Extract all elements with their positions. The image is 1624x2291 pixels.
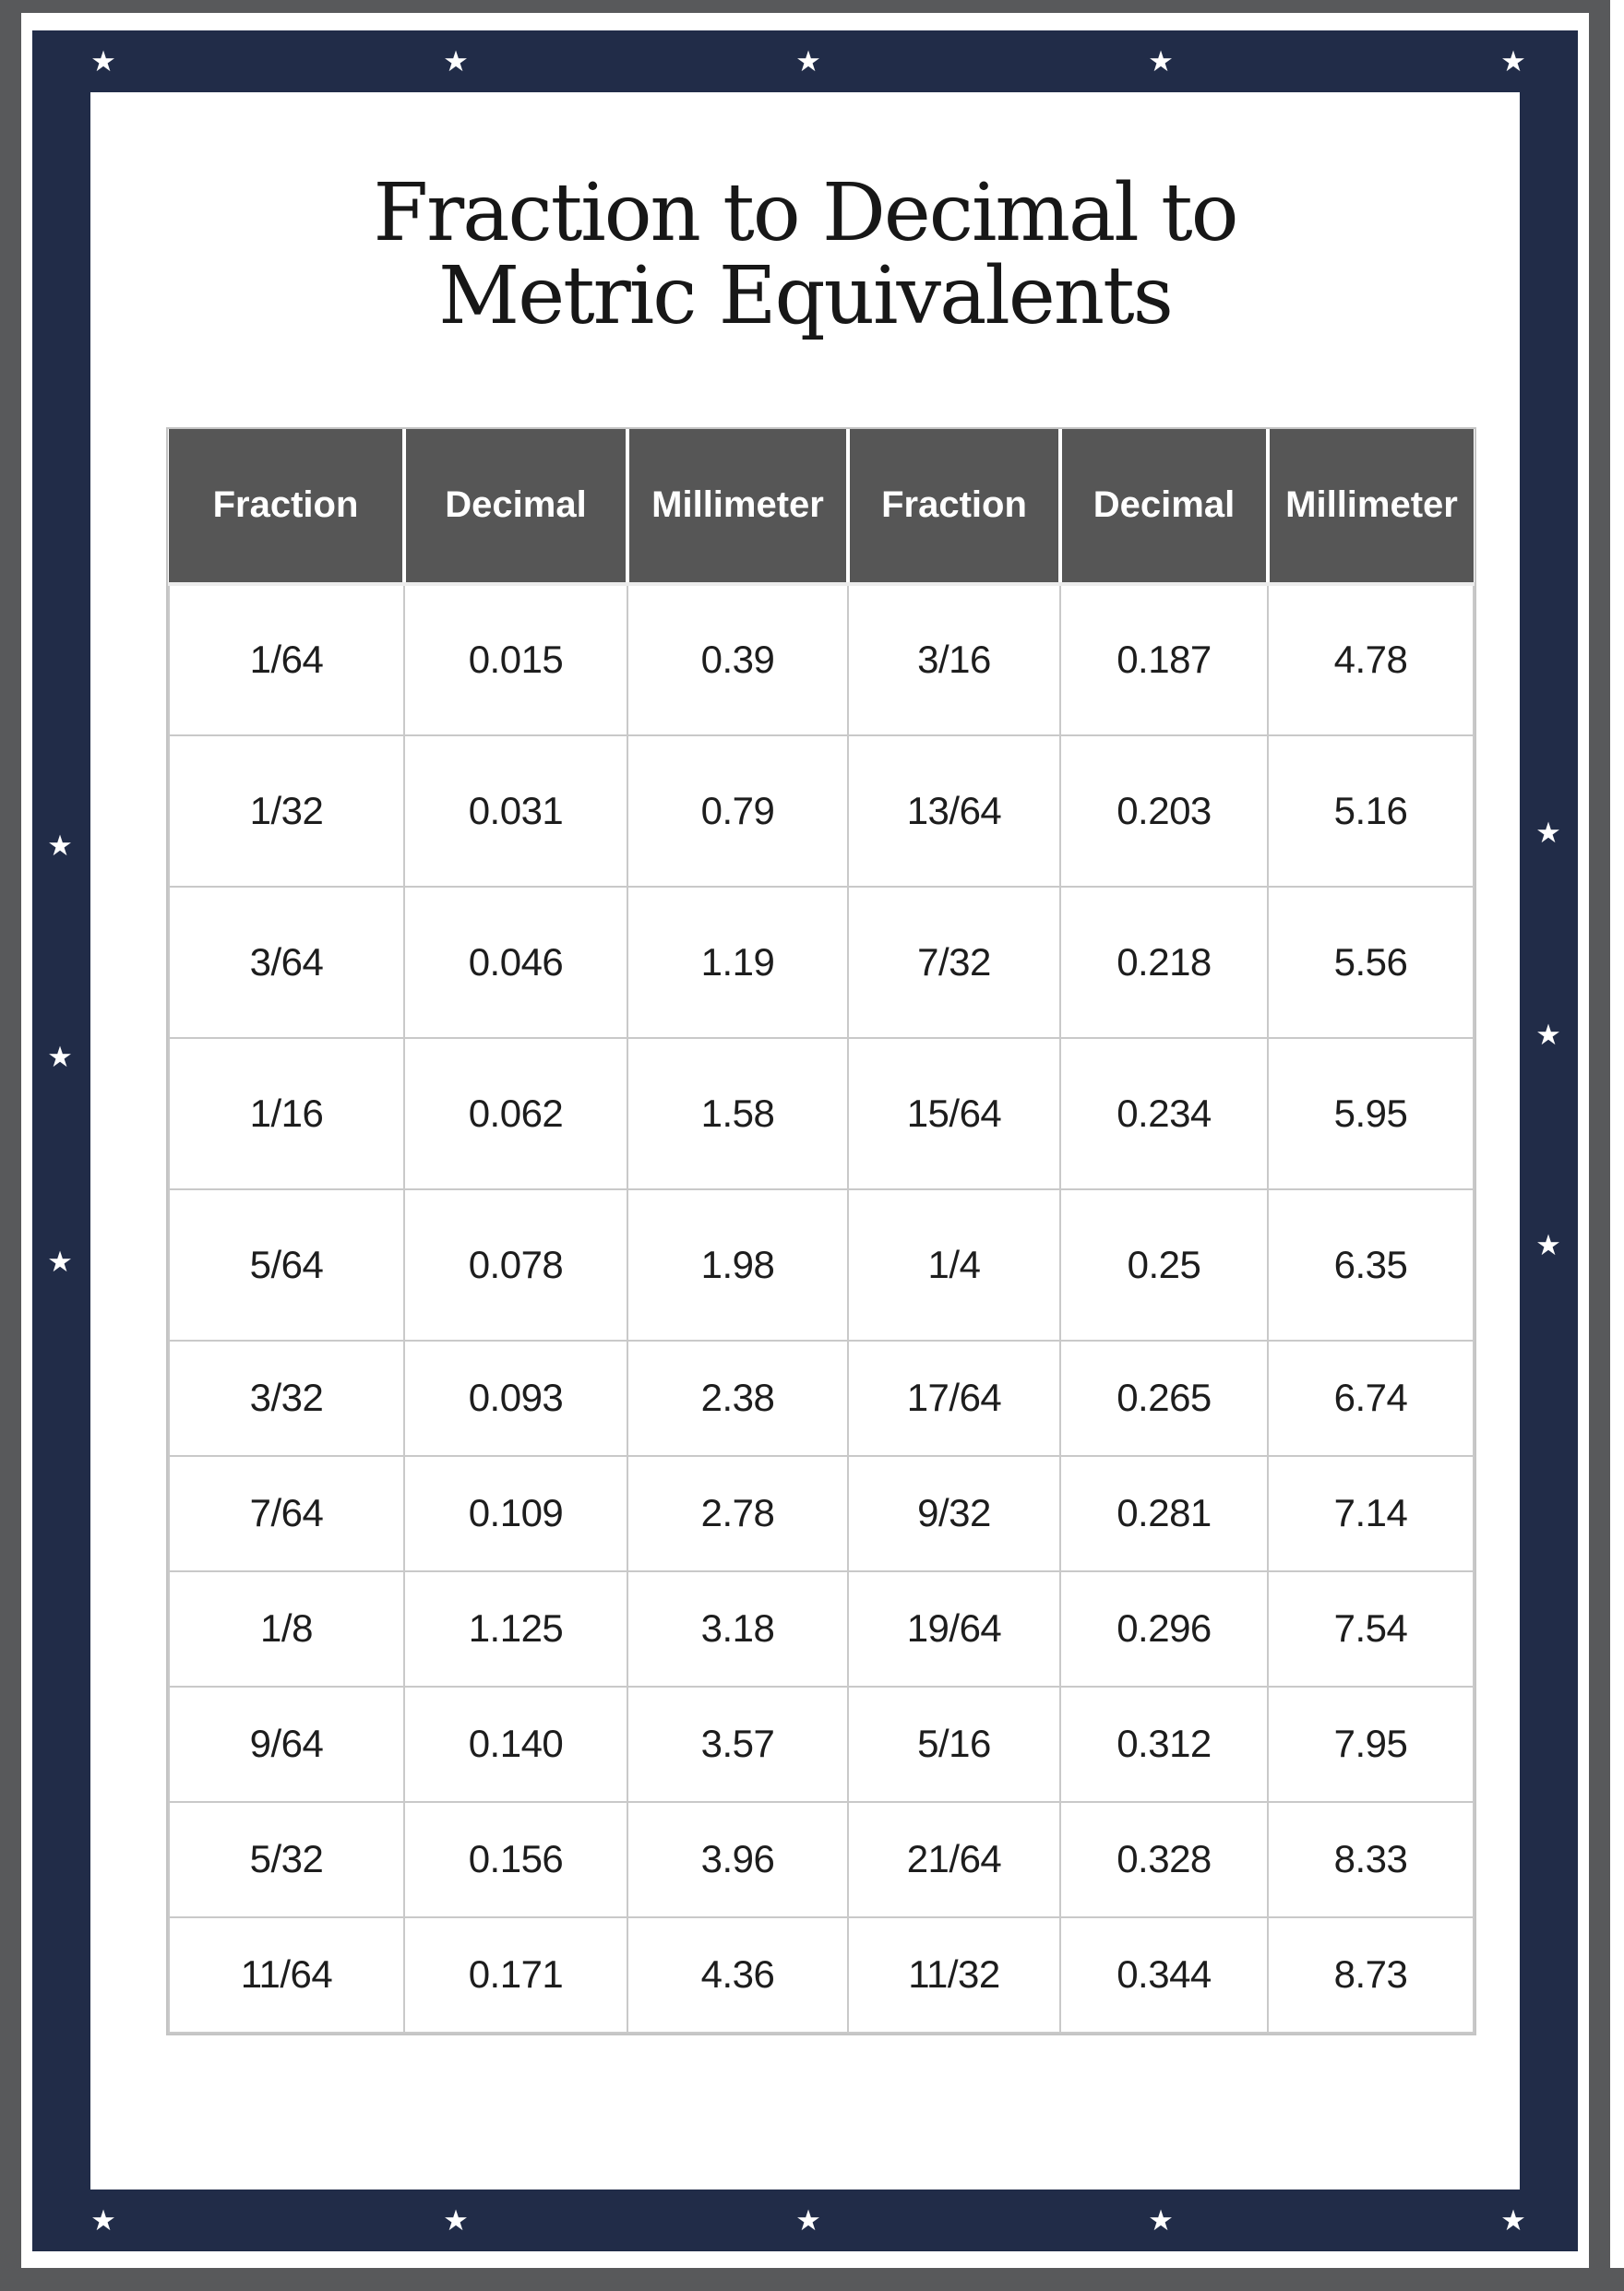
table-cell: 7/32: [848, 887, 1060, 1038]
column-header: Fraction: [848, 429, 1060, 584]
star-icon: ★: [795, 45, 821, 78]
table-cell: 0.39: [627, 584, 848, 735]
table-cell: 0.171: [404, 1917, 627, 2033]
star-icon: ★: [443, 45, 469, 78]
table-cell: 1/64: [169, 584, 404, 735]
table-cell: 11/64: [169, 1917, 404, 2033]
table-cell: 7.95: [1268, 1687, 1474, 1802]
table-body: [169, 584, 1474, 2033]
table-cell: 1.125: [404, 1571, 627, 1687]
table-cell: 5.95: [1268, 1038, 1474, 1189]
column-header: Fraction: [169, 429, 404, 584]
table-cell: 5/64: [169, 1189, 404, 1341]
table-cell: 0.078: [404, 1189, 627, 1341]
star-icon: ★: [795, 2204, 821, 2237]
table-cell: 0.312: [1060, 1687, 1268, 1802]
table-header: [169, 429, 1474, 584]
table-cell: 0.296: [1060, 1571, 1268, 1687]
table-row: [169, 1571, 1474, 1687]
star-icon: ★: [1500, 2204, 1526, 2237]
table-cell: 8.33: [1268, 1802, 1474, 1917]
table-cell: 4.78: [1268, 584, 1474, 735]
star-icon: ★: [47, 829, 73, 863]
table-cell: 8.73: [1268, 1917, 1474, 2033]
table-cell: 7.54: [1268, 1571, 1474, 1687]
table-cell: 5/16: [848, 1687, 1060, 1802]
table-cell: 0.187: [1060, 584, 1268, 735]
table-cell: 5.16: [1268, 735, 1474, 887]
table-cell: 0.234: [1060, 1038, 1268, 1189]
star-icon: ★: [47, 1041, 73, 1074]
table-cell: 7/64: [169, 1456, 404, 1571]
table-row: [169, 1038, 1474, 1189]
table-cell: 0.031: [404, 735, 627, 887]
table-cell: 9/32: [848, 1456, 1060, 1571]
page-title-line-2: Metric Equivalents: [438, 250, 1172, 343]
column-header: Decimal: [1060, 429, 1268, 584]
table-cell: 2.78: [627, 1456, 848, 1571]
table-cell: 15/64: [848, 1038, 1060, 1189]
table-cell: 1/16: [169, 1038, 404, 1189]
table-row: [169, 887, 1474, 1038]
table-cell: 13/64: [848, 735, 1060, 887]
table-cell: 3.96: [627, 1802, 848, 1917]
table-cell: 17/64: [848, 1341, 1060, 1456]
page-title-line-1: Fraction to Decimal to: [373, 167, 1237, 259]
table-cell: 0.25: [1060, 1189, 1268, 1341]
table-cell: 0.109: [404, 1456, 627, 1571]
table-cell: 9/64: [169, 1687, 404, 1802]
table-cell: 3/32: [169, 1341, 404, 1456]
table-cell: 1/8: [169, 1571, 404, 1687]
table-cell: 0.79: [627, 735, 848, 887]
table-cell: 11/32: [848, 1917, 1060, 2033]
star-icon: ★: [1500, 45, 1526, 78]
table-cell: 0.265: [1060, 1341, 1268, 1456]
page-title: [90, 167, 1520, 343]
table-cell: 5/32: [169, 1802, 404, 1917]
table-cell: 0.015: [404, 584, 627, 735]
star-icon: ★: [1148, 2204, 1174, 2237]
table-cell: 21/64: [848, 1802, 1060, 1917]
table-cell: 0.156: [404, 1802, 627, 1917]
star-icon: ★: [1148, 45, 1174, 78]
table-row: [169, 1456, 1474, 1571]
table-cell: 6.35: [1268, 1189, 1474, 1341]
star-icon: ★: [90, 45, 116, 78]
table-row: [169, 1189, 1474, 1341]
table-cell: 0.344: [1060, 1917, 1268, 2033]
table-cell: 2.38: [627, 1341, 848, 1456]
star-icon: ★: [1535, 817, 1561, 850]
table-cell: 1.19: [627, 887, 848, 1038]
column-header: Decimal: [404, 429, 627, 584]
page: [21, 13, 1589, 2268]
table-cell: 5.56: [1268, 887, 1474, 1038]
table-cell: 0.046: [404, 887, 627, 1038]
table-cell: 1/32: [169, 735, 404, 887]
table-cell: 0.062: [404, 1038, 627, 1189]
star-icon: ★: [90, 2204, 116, 2237]
table-header-row: [169, 429, 1474, 584]
table-cell: 19/64: [848, 1571, 1060, 1687]
table-row: [169, 1341, 1474, 1456]
table-cell: 3.18: [627, 1571, 848, 1687]
content-area: [90, 92, 1520, 2190]
star-icon: ★: [1535, 1019, 1561, 1052]
table-row: [169, 1687, 1474, 1802]
table-cell: 4.36: [627, 1917, 848, 2033]
table-cell: 0.281: [1060, 1456, 1268, 1571]
column-header: Millimeter: [1268, 429, 1474, 584]
table-cell: 0.140: [404, 1687, 627, 1802]
table-cell: 6.74: [1268, 1341, 1474, 1456]
table-cell: 0.328: [1060, 1802, 1268, 1917]
star-icon: ★: [443, 2204, 469, 2237]
table-cell: 3/64: [169, 887, 404, 1038]
outer-gray-frame-bottom: [1610, 2268, 1624, 2291]
table-cell: 1.58: [627, 1038, 848, 1189]
table-cell: 3.57: [627, 1687, 848, 1802]
table-row: [169, 1802, 1474, 1917]
table-row: [169, 735, 1474, 887]
table-cell: 0.218: [1060, 887, 1268, 1038]
table-cell: 3/16: [848, 584, 1060, 735]
table-row: [169, 584, 1474, 735]
star-icon: ★: [1535, 1229, 1561, 1262]
table-cell: 0.093: [404, 1341, 627, 1456]
column-header: Millimeter: [627, 429, 848, 584]
table-cell: 7.14: [1268, 1456, 1474, 1571]
table-cell: 0.203: [1060, 735, 1268, 887]
table-cell: 1.98: [627, 1189, 848, 1341]
table-cell: 1/4: [848, 1189, 1060, 1341]
star-icon: ★: [47, 1246, 73, 1279]
table-row: [169, 1917, 1474, 2033]
fraction-decimal-metric-table: [168, 429, 1475, 2034]
